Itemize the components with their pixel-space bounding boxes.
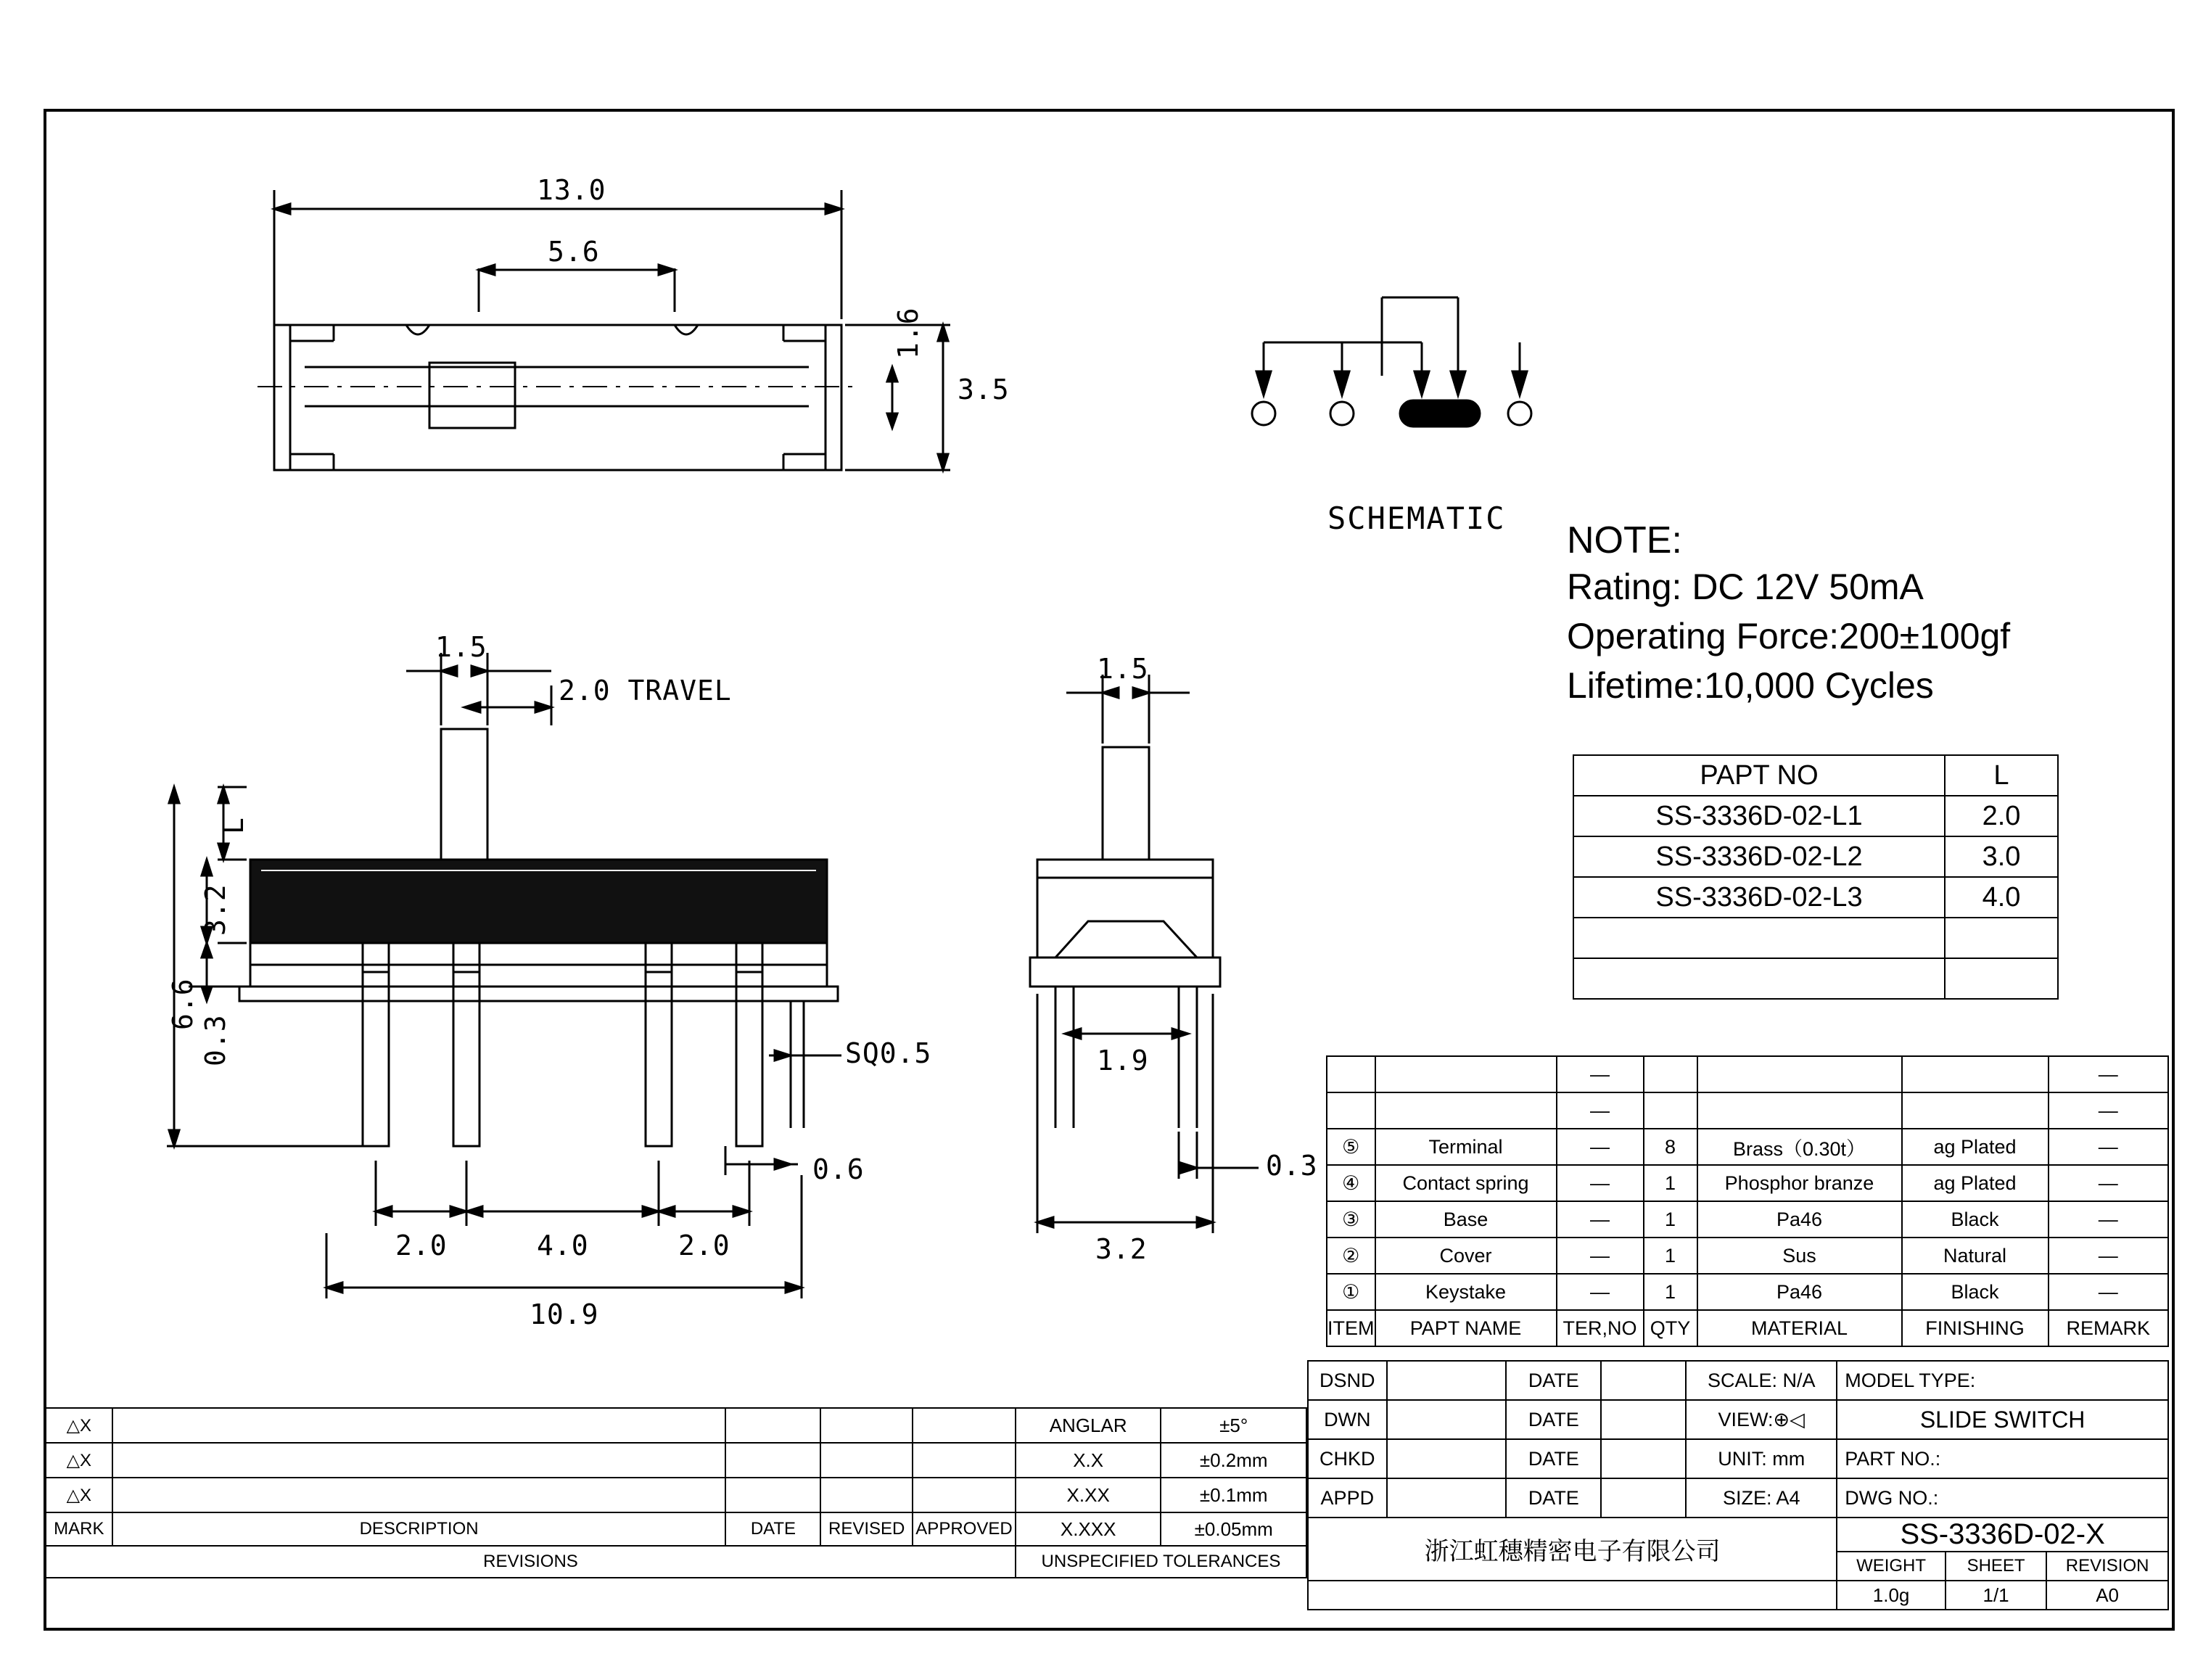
part-no-3: SS-3336D-02-L3: [1573, 877, 1945, 918]
dim-front-0-6: 0.6: [812, 1153, 865, 1185]
bom-item-5: ②: [1327, 1238, 1375, 1274]
dim-front-sq05: SQ0.5: [845, 1037, 932, 1069]
dim-top-5-6: 5.6: [548, 236, 600, 268]
revisions-col-date: DATE: [725, 1512, 820, 1546]
projection-symbol-icon: ⊕◁: [1773, 1408, 1805, 1430]
revision-approved-2: [913, 1443, 1016, 1478]
table-row: [46, 1478, 1306, 1512]
part-table-header-partno: PAPT NO: [1573, 755, 1945, 796]
bom-terno-6: —: [1557, 1274, 1644, 1310]
revision-date-1: [725, 1408, 820, 1443]
revision-revised-2: [820, 1443, 913, 1478]
revision-revised-3: [820, 1478, 913, 1512]
bom-material-0: [1697, 1056, 1902, 1092]
dim-front-10-9: 10.9: [530, 1298, 599, 1330]
dim-front-6-6: 6.6: [167, 978, 199, 1030]
table-row: [1308, 1478, 2168, 1518]
revision-mark-1: △X: [46, 1408, 112, 1443]
approval-datelabel-dsnd: DATE: [1506, 1361, 1601, 1400]
bom-item-0: [1327, 1056, 1375, 1092]
dwg-no-label: DWG NO.:: [1837, 1478, 2168, 1518]
bom-qty-3: 1: [1644, 1165, 1697, 1201]
scale-cell: SCALE: N/A: [1686, 1361, 1837, 1400]
bom-item-6: ①: [1327, 1274, 1375, 1310]
dim-top-1-6: 1.6: [892, 307, 924, 359]
tolerance-value-angular: ±5°: [1161, 1408, 1306, 1443]
bom-material-3: Phosphor branze: [1697, 1165, 1902, 1201]
table-row: [1308, 1518, 2168, 1552]
approval-name-chkd: [1387, 1439, 1507, 1478]
company-name: 浙江虹穗精密电子有限公司: [1308, 1518, 1837, 1581]
part-no-1: SS-3336D-02-L1: [1573, 796, 1945, 836]
table-row: [1327, 1238, 2168, 1274]
tolerance-value-xxx: ±0.1mm: [1161, 1478, 1306, 1512]
revision-approved-3: [913, 1478, 1016, 1512]
table-row: [46, 1408, 1306, 1443]
revisions-col-approved: APPROVED: [913, 1512, 1016, 1546]
bom-name-4: Base: [1375, 1201, 1557, 1238]
revision-value: A0: [2046, 1581, 2168, 1610]
dim-side-1-5: 1.5: [1097, 653, 1149, 685]
bom-terno-4: —: [1557, 1201, 1644, 1238]
approval-date-dwn: [1601, 1400, 1686, 1439]
table-row: [46, 1443, 1306, 1478]
revisions-header-row: [46, 1512, 1306, 1546]
revisions-col-mark: MARK: [46, 1512, 112, 1546]
table-row: [1327, 1129, 2168, 1165]
bom-qty-4: 1: [1644, 1201, 1697, 1238]
table-row: [1327, 1201, 2168, 1238]
title-block: [1307, 1360, 2169, 1610]
tolerance-name-xxx: X.XX: [1016, 1478, 1161, 1512]
bom-finishing-3: ag Plated: [1902, 1165, 2049, 1201]
part-l-1: 2.0: [1945, 796, 2058, 836]
revision-label: REVISION: [2046, 1552, 2168, 1581]
bom-qty-2: 8: [1644, 1129, 1697, 1165]
bom-terno-1: —: [1557, 1092, 1644, 1129]
revision-desc-2: [112, 1443, 726, 1478]
bom-remark-2: —: [2049, 1129, 2169, 1165]
bom-header-item: ITEM: [1327, 1310, 1375, 1346]
bom-finishing-5: Natural: [1902, 1238, 2049, 1274]
dim-front-3-2: 3.2: [199, 884, 231, 936]
bom-qty-5: 1: [1644, 1238, 1697, 1274]
dwg-no-value: SS-3336D-02-X: [1837, 1518, 2168, 1552]
tolerance-name-angular: ANGLAR: [1016, 1408, 1161, 1443]
revisions-table: [45, 1407, 1307, 1578]
table-row: [1308, 1581, 2168, 1610]
table-row: [1327, 1165, 2168, 1201]
part-l-3: 4.0: [1945, 877, 2058, 918]
bom-item-2: ⑤: [1327, 1129, 1375, 1165]
table-row: [1308, 1439, 2168, 1478]
company-spacer: [1308, 1581, 1837, 1610]
dim-front-2-0-right: 2.0: [678, 1230, 730, 1261]
dim-front-travel: 2.0 TRAVEL: [559, 675, 732, 707]
approval-name-dsnd: [1387, 1361, 1507, 1400]
dim-side-1-9: 1.9: [1097, 1045, 1149, 1076]
dim-top-13: 13.0: [537, 174, 606, 206]
revision-date-2: [725, 1443, 820, 1478]
bom-finishing-0: [1902, 1056, 2049, 1092]
approval-role-chkd: CHKD: [1308, 1439, 1387, 1478]
table-row: [1308, 1361, 2168, 1400]
sheet-label: SHEET: [1946, 1552, 2046, 1581]
bom-material-6: Pa46: [1697, 1274, 1902, 1310]
bom-header-finishing: FINISHING: [1902, 1310, 2049, 1346]
bom-finishing-2: ag Plated: [1902, 1129, 2049, 1165]
tolerances-title: UNSPECIFIED TOLERANCES: [1016, 1546, 1306, 1578]
dim-front-4-0: 4.0: [537, 1230, 589, 1261]
note-title: NOTE:: [1567, 519, 1682, 561]
bom-qty-1: [1644, 1092, 1697, 1129]
bom-header-terno: TER,NO: [1557, 1310, 1644, 1346]
bom-header-name: PAPT NAME: [1375, 1310, 1557, 1346]
part-l-2: 3.0: [1945, 836, 2058, 877]
bom-terno-2: —: [1557, 1129, 1644, 1165]
approval-name-appd: [1387, 1478, 1507, 1518]
model-type-label: MODEL TYPE:: [1837, 1361, 2168, 1400]
weight-value: 1.0g: [1837, 1581, 1946, 1610]
revisions-col-description: DESCRIPTION: [112, 1512, 726, 1546]
bom-name-3: Contact spring: [1375, 1165, 1557, 1201]
bom-name-0: [1375, 1056, 1557, 1092]
bom-terno-5: —: [1557, 1238, 1644, 1274]
view-cell: [1686, 1400, 1837, 1439]
approval-datelabel-dwn: DATE: [1506, 1400, 1601, 1439]
bom-item-1: [1327, 1092, 1375, 1129]
bom-header-remark: REMARK: [2049, 1310, 2169, 1346]
revision-mark-3: △X: [46, 1478, 112, 1512]
view-label: VIEW:: [1718, 1408, 1774, 1430]
bom-item-4: ③: [1327, 1201, 1375, 1238]
revision-mark-2: △X: [46, 1443, 112, 1478]
bom-material-4: Pa46: [1697, 1201, 1902, 1238]
bom-material-5: Sus: [1697, 1238, 1902, 1274]
approval-date-appd: [1601, 1478, 1686, 1518]
table-row: [46, 1546, 1306, 1578]
side-view-drawing: [1030, 675, 1259, 1233]
revision-date-3: [725, 1478, 820, 1512]
revision-desc-3: [112, 1478, 726, 1512]
bom-remark-6: —: [2049, 1274, 2169, 1310]
bom-material-1: [1697, 1092, 1902, 1129]
tolerance-value-xxxx: ±0.05mm: [1161, 1512, 1306, 1546]
bom-item-3: ④: [1327, 1165, 1375, 1201]
revision-revised-1: [820, 1408, 913, 1443]
model-type-value: SLIDE SWITCH: [1837, 1400, 2168, 1439]
unit-cell: UNIT: mm: [1686, 1439, 1837, 1478]
approval-name-dwn: [1387, 1400, 1507, 1439]
bom-terno-0: —: [1557, 1056, 1644, 1092]
revisions-title: REVISIONS: [46, 1546, 1016, 1578]
dim-side-0-3: 0.3: [1266, 1150, 1318, 1182]
size-cell: SIZE: A4: [1686, 1478, 1837, 1518]
schematic-label: SCHEMATIC: [1327, 501, 1506, 536]
approval-role-appd: APPD: [1308, 1478, 1387, 1518]
revision-desc-1: [112, 1408, 726, 1443]
bom-name-1: [1375, 1092, 1557, 1129]
approval-datelabel-appd: DATE: [1506, 1478, 1601, 1518]
bom-name-2: Terminal: [1375, 1129, 1557, 1165]
bom-qty-6: 1: [1644, 1274, 1697, 1310]
part-table-header-l: L: [1945, 755, 2058, 796]
bom-remark-3: —: [2049, 1165, 2169, 1201]
bom-finishing-4: Black: [1902, 1201, 2049, 1238]
dim-front-1-5: 1.5: [435, 631, 487, 663]
part-no-2: SS-3336D-02-L2: [1573, 836, 1945, 877]
note-line-1: Rating: DC 12V 50mA: [1567, 567, 1924, 607]
note-line-2: Operating Force:200±100gf: [1567, 616, 2011, 656]
revisions-col-revised: REVISED: [820, 1512, 913, 1546]
sheet-value: 1/1: [1946, 1581, 2046, 1610]
bom-remark-0: —: [2049, 1056, 2169, 1092]
approval-role-dwn: DWN: [1308, 1400, 1387, 1439]
bom-header-row: [1327, 1310, 2168, 1346]
dim-front-L: L: [218, 817, 250, 834]
table-row: [1327, 1056, 2168, 1092]
tolerance-name-xxxx: X.XXX: [1016, 1512, 1161, 1546]
table-row: [1308, 1400, 2168, 1439]
bom-remark-4: —: [2049, 1201, 2169, 1238]
bom-remark-1: —: [2049, 1092, 2169, 1129]
dim-side-3-2: 3.2: [1095, 1233, 1148, 1265]
bom-remark-5: —: [2049, 1238, 2169, 1274]
table-row: [1327, 1092, 2168, 1129]
tolerance-value-xx: ±0.2mm: [1161, 1443, 1306, 1478]
bom-header-qty: QTY: [1644, 1310, 1697, 1346]
approval-datelabel-chkd: DATE: [1506, 1439, 1601, 1478]
bom-terno-3: —: [1557, 1165, 1644, 1201]
bom-name-6: Keystake: [1375, 1274, 1557, 1310]
bom-qty-0: [1644, 1056, 1697, 1092]
bom-table: [1326, 1055, 2169, 1347]
bom-header-material: MATERIAL: [1697, 1310, 1902, 1346]
part-no-label: PART NO.:: [1837, 1439, 2168, 1478]
approval-date-chkd: [1601, 1439, 1686, 1478]
dim-front-2-0-left: 2.0: [395, 1230, 448, 1261]
tolerance-name-xx: X.X: [1016, 1443, 1161, 1478]
bom-material-2: Brass（0.30t）: [1697, 1129, 1902, 1165]
bom-finishing-6: Black: [1902, 1274, 2049, 1310]
bom-finishing-1: [1902, 1092, 2049, 1129]
bom-name-5: Cover: [1375, 1238, 1557, 1274]
approval-role-dsnd: DSND: [1308, 1361, 1387, 1400]
revision-approved-1: [913, 1408, 1016, 1443]
approval-date-dsnd: [1601, 1361, 1686, 1400]
dim-front-0-3: 0.3: [199, 1014, 231, 1066]
dim-top-3-5: 3.5: [958, 374, 1010, 405]
weight-label: WEIGHT: [1837, 1552, 1946, 1581]
note-line-3: Lifetime:10,000 Cycles: [1567, 665, 1934, 706]
table-row: [1327, 1274, 2168, 1310]
